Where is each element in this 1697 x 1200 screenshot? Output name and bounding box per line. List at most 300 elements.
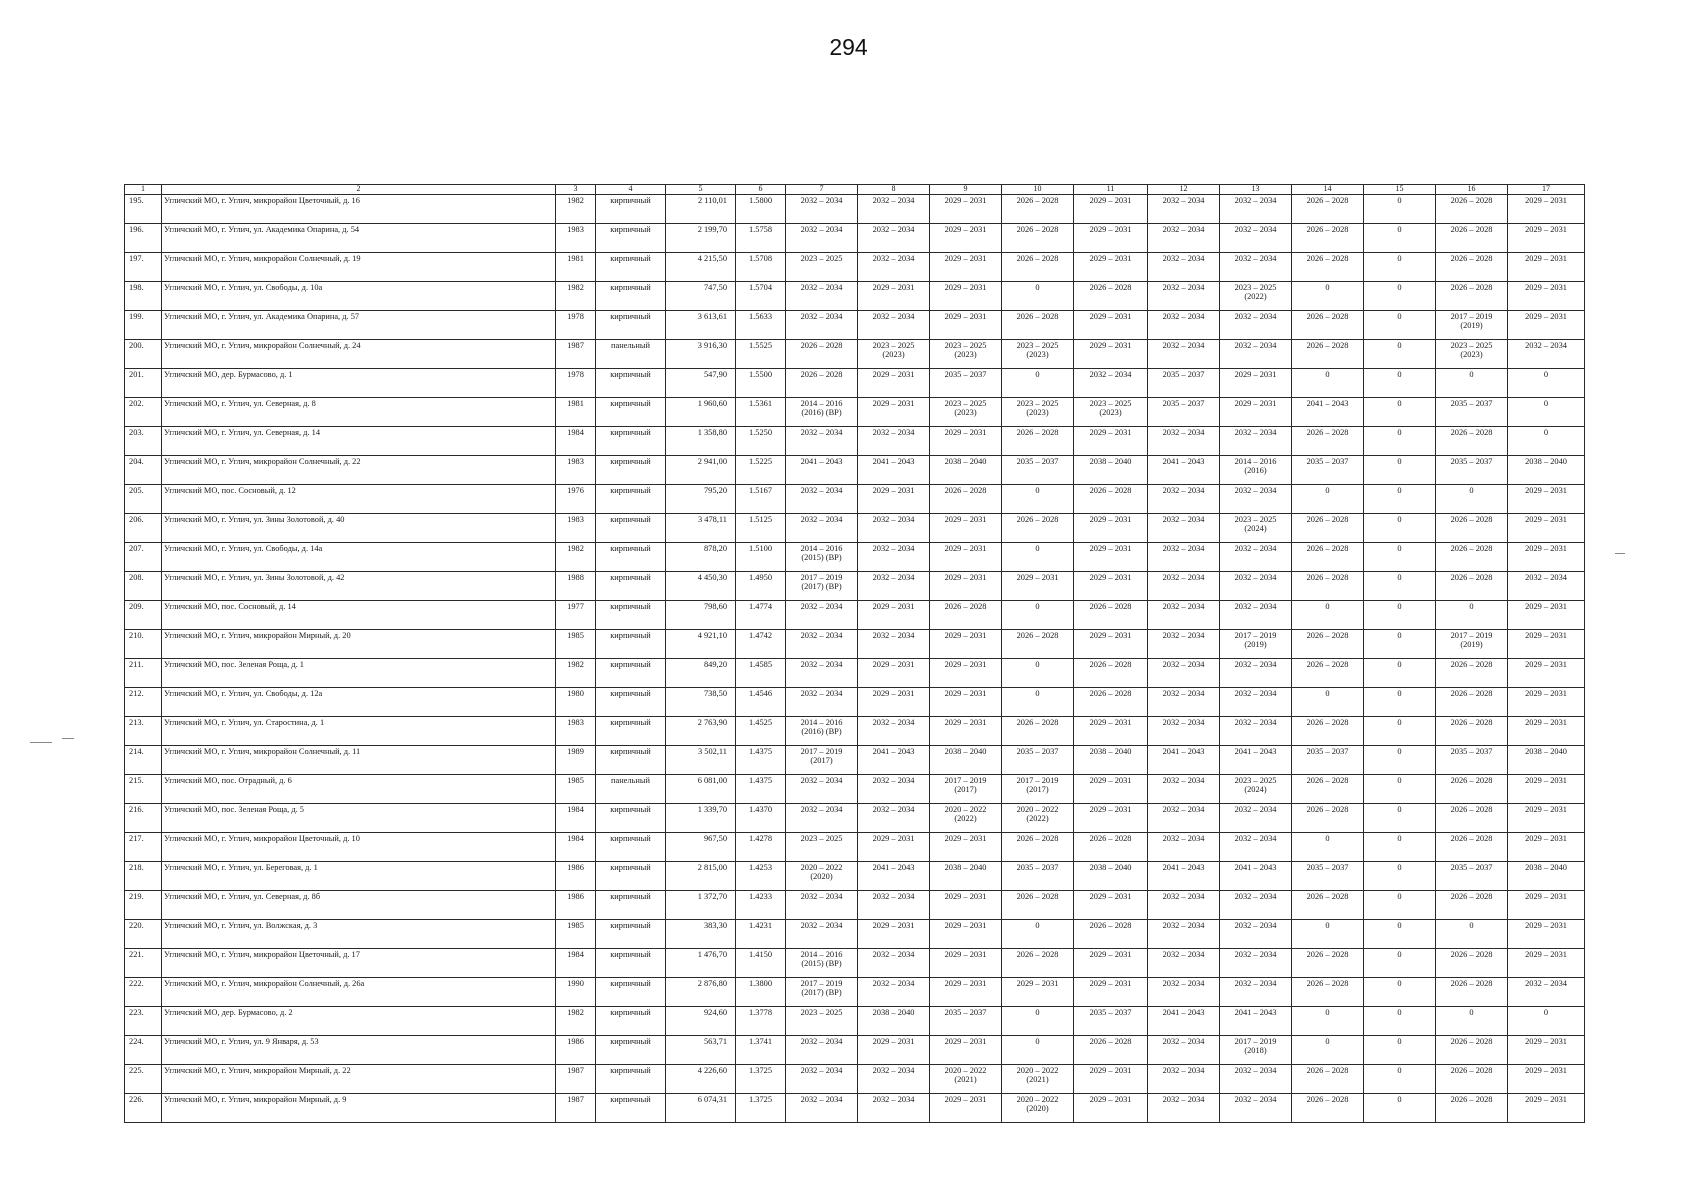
cell-c10: 2026 – 2028 [1002, 717, 1074, 746]
cell-c9: 2029 – 2031 [930, 891, 1002, 920]
cell-c11: 2029 – 2031 [1074, 1094, 1148, 1123]
cell-c11: 2026 – 2028 [1074, 688, 1148, 717]
cell-c8: 2041 – 2043 [858, 746, 930, 775]
cell-num: 197. [125, 253, 162, 282]
cell-num: 220. [125, 920, 162, 949]
cell-year: 1982 [556, 1007, 596, 1036]
cell-c9: 2029 – 2031 [930, 1036, 1002, 1065]
cell-c8: 2029 – 2031 [858, 485, 930, 514]
cell-area: 563,71 [666, 1036, 736, 1065]
cell-material: кирпичный [596, 195, 666, 224]
table-row [125, 1065, 1585, 1094]
cell-coef: 1.4253 [736, 862, 786, 891]
cell-c10: 2029 – 2031 [1002, 978, 1074, 1007]
cell-c17: 2029 – 2031 [1508, 311, 1585, 340]
column-index-17: 17 [1508, 185, 1585, 195]
cell-c17: 2032 – 2034 [1508, 978, 1585, 1007]
cell-num: 226. [125, 1094, 162, 1123]
cell-c8: 2032 – 2034 [858, 804, 930, 833]
cell-c9: 2035 – 2037 [930, 1007, 1002, 1036]
cell-area: 2 941,00 [666, 456, 736, 485]
cell-c8: 2029 – 2031 [858, 601, 930, 630]
cell-c10: 0 [1002, 920, 1074, 949]
page-number: 294 [829, 34, 868, 60]
cell-material: кирпичный [596, 862, 666, 891]
cell-address: Угличский МО, г. Углич, микрорайон Мирный, д. 9 [162, 1094, 556, 1123]
cell-area: 6 074,31 [666, 1094, 736, 1123]
cell-c16: 0 [1436, 369, 1508, 398]
table-row [125, 891, 1585, 920]
cell-num: 202. [125, 398, 162, 427]
cell-c9: 2029 – 2031 [930, 224, 1002, 253]
cell-c11: 2029 – 2031 [1074, 340, 1148, 369]
cell-material: кирпичный [596, 543, 666, 572]
cell-c16: 0 [1436, 1007, 1508, 1036]
cell-c14: 2035 – 2037 [1292, 862, 1364, 891]
cell-material: панельный [596, 340, 666, 369]
cell-c9: 2029 – 2031 [930, 572, 1002, 601]
cell-c7: 2032 – 2034 [786, 427, 858, 456]
cell-c16: 2017 – 2019 (2019) [1436, 311, 1508, 340]
cell-c7: 2014 – 2016 (2015) (ВР) [786, 949, 858, 978]
cell-num: 208. [125, 572, 162, 601]
cell-c14: 0 [1292, 688, 1364, 717]
cell-c17: 2029 – 2031 [1508, 891, 1585, 920]
cell-c12: 2032 – 2034 [1148, 282, 1220, 311]
cell-c16: 0 [1436, 920, 1508, 949]
cell-year: 1984 [556, 804, 596, 833]
cell-num: 224. [125, 1036, 162, 1065]
cell-c13: 2023 – 2025 (2024) [1220, 514, 1292, 543]
cell-coef: 1.4370 [736, 804, 786, 833]
cell-c9: 2029 – 2031 [930, 195, 1002, 224]
scan-mark [62, 738, 74, 739]
cell-area: 738,50 [666, 688, 736, 717]
cell-c13: 2032 – 2034 [1220, 804, 1292, 833]
cell-c9: 2038 – 2040 [930, 456, 1002, 485]
cell-c12: 2032 – 2034 [1148, 804, 1220, 833]
cell-area: 849,20 [666, 659, 736, 688]
cell-area: 795,20 [666, 485, 736, 514]
cell-c8: 2032 – 2034 [858, 311, 930, 340]
cell-c15: 0 [1364, 1007, 1436, 1036]
cell-c15: 0 [1364, 572, 1436, 601]
column-index-5: 5 [666, 185, 736, 195]
cell-c14: 2026 – 2028 [1292, 1065, 1364, 1094]
cell-c13: 2029 – 2031 [1220, 398, 1292, 427]
cell-address: Угличский МО, г. Углич, микрорайон Солнечный, д. 19 [162, 253, 556, 282]
cell-c14: 2026 – 2028 [1292, 340, 1364, 369]
cell-c11: 2026 – 2028 [1074, 601, 1148, 630]
table-row [125, 398, 1585, 427]
cell-num: 196. [125, 224, 162, 253]
cell-c7: 2032 – 2034 [786, 311, 858, 340]
table-row [125, 572, 1585, 601]
cell-c15: 0 [1364, 369, 1436, 398]
cell-c8: 2029 – 2031 [858, 398, 930, 427]
cell-address: Угличский МО, г. Углич, микрорайон Солнечный, д. 22 [162, 456, 556, 485]
table-row [125, 427, 1585, 456]
cell-c10: 0 [1002, 688, 1074, 717]
cell-num: 203. [125, 427, 162, 456]
cell-c8: 2029 – 2031 [858, 282, 930, 311]
cell-material: кирпичный [596, 804, 666, 833]
cell-area: 3 478,11 [666, 514, 736, 543]
cell-year: 1987 [556, 1065, 596, 1094]
cell-c7: 2032 – 2034 [786, 659, 858, 688]
cell-c12: 2032 – 2034 [1148, 311, 1220, 340]
cell-address: Угличский МО, пос. Зеленая Роща, д. 5 [162, 804, 556, 833]
cell-c9: 2023 – 2025 (2023) [930, 398, 1002, 427]
cell-c7: 2014 – 2016 (2015) (ВР) [786, 543, 858, 572]
cell-c11: 2029 – 2031 [1074, 804, 1148, 833]
cell-c12: 2032 – 2034 [1148, 340, 1220, 369]
cell-c16: 2023 – 2025 (2023) [1436, 340, 1508, 369]
cell-material: кирпичный [596, 630, 666, 659]
cell-c16: 2026 – 2028 [1436, 514, 1508, 543]
cell-c11: 2029 – 2031 [1074, 543, 1148, 572]
cell-c7: 2017 – 2019 (2017) (ВР) [786, 572, 858, 601]
cell-area: 2 199,70 [666, 224, 736, 253]
cell-c7: 2014 – 2016 (2016) (ВР) [786, 398, 858, 427]
cell-c10: 2035 – 2037 [1002, 746, 1074, 775]
cell-c11: 2029 – 2031 [1074, 978, 1148, 1007]
cell-year: 1984 [556, 427, 596, 456]
cell-c13: 2029 – 2031 [1220, 369, 1292, 398]
cell-c17: 2029 – 2031 [1508, 601, 1585, 630]
cell-coef: 1.3800 [736, 978, 786, 1007]
table-row [125, 1036, 1585, 1065]
cell-c14: 0 [1292, 369, 1364, 398]
cell-num: 204. [125, 456, 162, 485]
cell-c7: 2023 – 2025 [786, 1007, 858, 1036]
table-row [125, 804, 1585, 833]
cell-material: кирпичный [596, 978, 666, 1007]
cell-c17: 2029 – 2031 [1508, 717, 1585, 746]
cell-address: Угличский МО, г. Углич, микрорайон Солнечный, д. 26а [162, 978, 556, 1007]
cell-c9: 2038 – 2040 [930, 746, 1002, 775]
cell-address: Угличский МО, пос. Сосновый, д. 14 [162, 601, 556, 630]
cell-area: 2 110,01 [666, 195, 736, 224]
table-row [125, 224, 1585, 253]
cell-year: 1984 [556, 833, 596, 862]
cell-address: Угличский МО, г. Углич, ул. Академика Опарина, д. 57 [162, 311, 556, 340]
cell-c15: 0 [1364, 862, 1436, 891]
cell-material: кирпичный [596, 1094, 666, 1123]
cell-material: кирпичный [596, 949, 666, 978]
cell-c14: 2035 – 2037 [1292, 456, 1364, 485]
column-index-14: 14 [1292, 185, 1364, 195]
cell-c7: 2032 – 2034 [786, 485, 858, 514]
data-table [124, 184, 1585, 1123]
cell-address: Угличский МО, г. Углич, ул. 9 Января, д. 53 [162, 1036, 556, 1065]
cell-c15: 0 [1364, 485, 1436, 514]
scan-mark [30, 742, 52, 743]
cell-c17: 2029 – 2031 [1508, 804, 1585, 833]
cell-c15: 0 [1364, 253, 1436, 282]
cell-c15: 0 [1364, 804, 1436, 833]
cell-coef: 1.5250 [736, 427, 786, 456]
cell-coef: 1.5500 [736, 369, 786, 398]
cell-year: 1983 [556, 224, 596, 253]
cell-c11: 2026 – 2028 [1074, 659, 1148, 688]
cell-c14: 2035 – 2037 [1292, 746, 1364, 775]
table-row [125, 369, 1585, 398]
cell-c9: 2029 – 2031 [930, 253, 1002, 282]
cell-c12: 2041 – 2043 [1148, 1007, 1220, 1036]
cell-c8: 2032 – 2034 [858, 427, 930, 456]
cell-c12: 2032 – 2034 [1148, 1036, 1220, 1065]
cell-c8: 2032 – 2034 [858, 1065, 930, 1094]
cell-c14: 0 [1292, 1007, 1364, 1036]
cell-c7: 2032 – 2034 [786, 282, 858, 311]
cell-c16: 2026 – 2028 [1436, 949, 1508, 978]
column-index-9: 9 [930, 185, 1002, 195]
column-index-4: 4 [596, 185, 666, 195]
cell-c7: 2017 – 2019 (2017) (ВР) [786, 978, 858, 1007]
cell-material: кирпичный [596, 369, 666, 398]
table-row [125, 688, 1585, 717]
cell-c10: 2026 – 2028 [1002, 427, 1074, 456]
cell-coef: 1.3725 [736, 1094, 786, 1123]
cell-c17: 2029 – 2031 [1508, 543, 1585, 572]
cell-c15: 0 [1364, 456, 1436, 485]
cell-c7: 2032 – 2034 [786, 1036, 858, 1065]
cell-c8: 2032 – 2034 [858, 717, 930, 746]
cell-num: 206. [125, 514, 162, 543]
cell-year: 1985 [556, 775, 596, 804]
cell-address: Угличский МО, дер. Бурмасово, д. 1 [162, 369, 556, 398]
repair-schedule-table [124, 184, 1584, 1123]
cell-c15: 0 [1364, 949, 1436, 978]
cell-c16: 2026 – 2028 [1436, 1036, 1508, 1065]
cell-coef: 1.5167 [736, 485, 786, 514]
cell-year: 1984 [556, 949, 596, 978]
cell-c12: 2032 – 2034 [1148, 920, 1220, 949]
cell-c9: 2029 – 2031 [930, 311, 1002, 340]
cell-c8: 2029 – 2031 [858, 920, 930, 949]
cell-num: 201. [125, 369, 162, 398]
cell-c14: 0 [1292, 601, 1364, 630]
cell-c15: 0 [1364, 920, 1436, 949]
cell-address: Угличский МО, дер. Бурмасово, д. 2 [162, 1007, 556, 1036]
cell-c14: 2026 – 2028 [1292, 253, 1364, 282]
cell-address: Угличский МО, г. Углич, ул. Северная, д. 14 [162, 427, 556, 456]
cell-c16: 2035 – 2037 [1436, 456, 1508, 485]
cell-c9: 2026 – 2028 [930, 601, 1002, 630]
cell-address: Угличский МО, г. Углич, микрорайон Солнечный, д. 24 [162, 340, 556, 369]
cell-num: 214. [125, 746, 162, 775]
cell-num: 219. [125, 891, 162, 920]
cell-c15: 0 [1364, 688, 1436, 717]
column-index-13: 13 [1220, 185, 1292, 195]
cell-c10: 2017 – 2019 (2017) [1002, 775, 1074, 804]
cell-c8: 2032 – 2034 [858, 543, 930, 572]
cell-c7: 2032 – 2034 [786, 920, 858, 949]
cell-area: 1 960,60 [666, 398, 736, 427]
cell-c7: 2032 – 2034 [786, 1065, 858, 1094]
cell-c9: 2029 – 2031 [930, 427, 1002, 456]
cell-c10: 0 [1002, 282, 1074, 311]
cell-c16: 2026 – 2028 [1436, 1094, 1508, 1123]
cell-num: 210. [125, 630, 162, 659]
cell-c11: 2029 – 2031 [1074, 311, 1148, 340]
cell-c8: 2029 – 2031 [858, 369, 930, 398]
cell-c14: 0 [1292, 282, 1364, 311]
cell-c14: 0 [1292, 485, 1364, 514]
cell-coef: 1.3741 [736, 1036, 786, 1065]
cell-coef: 1.5525 [736, 340, 786, 369]
cell-c10: 0 [1002, 659, 1074, 688]
cell-coef: 1.3725 [736, 1065, 786, 1094]
cell-c9: 2029 – 2031 [930, 282, 1002, 311]
cell-c17: 2029 – 2031 [1508, 688, 1585, 717]
cell-coef: 1.4742 [736, 630, 786, 659]
cell-address: Угличский МО, пос. Зеленая Роща, д. 1 [162, 659, 556, 688]
cell-c17: 2029 – 2031 [1508, 514, 1585, 543]
cell-c13: 2032 – 2034 [1220, 195, 1292, 224]
cell-coef: 1.4525 [736, 717, 786, 746]
cell-address: Угличский МО, г. Углич, ул. Свободы, д. 12а [162, 688, 556, 717]
cell-c16: 2026 – 2028 [1436, 427, 1508, 456]
cell-c10: 2026 – 2028 [1002, 311, 1074, 340]
cell-year: 1981 [556, 398, 596, 427]
cell-c17: 2032 – 2034 [1508, 340, 1585, 369]
cell-c12: 2032 – 2034 [1148, 949, 1220, 978]
cell-c7: 2032 – 2034 [786, 195, 858, 224]
cell-year: 1987 [556, 1094, 596, 1123]
cell-year: 1989 [556, 746, 596, 775]
table-row [125, 456, 1585, 485]
cell-c10: 2020 – 2022 (2022) [1002, 804, 1074, 833]
cell-c15: 0 [1364, 601, 1436, 630]
cell-area: 4 450,30 [666, 572, 736, 601]
cell-c9: 2029 – 2031 [930, 543, 1002, 572]
cell-c17: 2032 – 2034 [1508, 572, 1585, 601]
cell-coef: 1.5100 [736, 543, 786, 572]
column-index-6: 6 [736, 185, 786, 195]
cell-c10: 2026 – 2028 [1002, 253, 1074, 282]
cell-c14: 2041 – 2043 [1292, 398, 1364, 427]
cell-coef: 1.4375 [736, 775, 786, 804]
cell-c15: 0 [1364, 659, 1436, 688]
cell-c13: 2017 – 2019 (2018) [1220, 1036, 1292, 1065]
cell-area: 798,60 [666, 601, 736, 630]
cell-c10: 0 [1002, 1007, 1074, 1036]
cell-num: 205. [125, 485, 162, 514]
cell-year: 1990 [556, 978, 596, 1007]
cell-c16: 2026 – 2028 [1436, 1065, 1508, 1094]
cell-area: 1 358,80 [666, 427, 736, 456]
cell-c13: 2032 – 2034 [1220, 485, 1292, 514]
cell-c9: 2020 – 2022 (2021) [930, 1065, 1002, 1094]
cell-material: кирпичный [596, 601, 666, 630]
cell-c8: 2032 – 2034 [858, 630, 930, 659]
cell-c10: 0 [1002, 1036, 1074, 1065]
table-row [125, 630, 1585, 659]
table-row [125, 833, 1585, 862]
cell-area: 547,90 [666, 369, 736, 398]
table-row [125, 340, 1585, 369]
cell-c14: 2026 – 2028 [1292, 775, 1364, 804]
cell-year: 1983 [556, 514, 596, 543]
cell-c8: 2029 – 2031 [858, 833, 930, 862]
cell-c7: 2032 – 2034 [786, 891, 858, 920]
cell-c14: 2026 – 2028 [1292, 572, 1364, 601]
cell-c12: 2032 – 2034 [1148, 195, 1220, 224]
cell-c12: 2032 – 2034 [1148, 688, 1220, 717]
cell-c10: 2023 – 2025 (2023) [1002, 398, 1074, 427]
cell-c8: 2032 – 2034 [858, 978, 930, 1007]
cell-c13: 2032 – 2034 [1220, 224, 1292, 253]
cell-year: 1982 [556, 195, 596, 224]
cell-c16: 2026 – 2028 [1436, 282, 1508, 311]
cell-c16: 2026 – 2028 [1436, 224, 1508, 253]
cell-c7: 2026 – 2028 [786, 340, 858, 369]
table-row [125, 862, 1585, 891]
cell-year: 1982 [556, 659, 596, 688]
cell-c11: 2035 – 2037 [1074, 1007, 1148, 1036]
cell-address: Угличский МО, г. Углич, микрорайон Мирный, д. 20 [162, 630, 556, 659]
cell-c9: 2029 – 2031 [930, 514, 1002, 543]
cell-c13: 2032 – 2034 [1220, 978, 1292, 1007]
cell-c17: 0 [1508, 427, 1585, 456]
cell-c13: 2032 – 2034 [1220, 920, 1292, 949]
cell-num: 218. [125, 862, 162, 891]
cell-area: 3 613,61 [666, 311, 736, 340]
table-row [125, 514, 1585, 543]
cell-c8: 2032 – 2034 [858, 514, 930, 543]
cell-num: 209. [125, 601, 162, 630]
cell-c7: 2026 – 2028 [786, 369, 858, 398]
cell-address: Угличский МО, г. Углич, ул. Северная, д. 8 [162, 398, 556, 427]
cell-area: 747,50 [666, 282, 736, 311]
cell-area: 3 916,30 [666, 340, 736, 369]
cell-c13: 2032 – 2034 [1220, 543, 1292, 572]
cell-area: 4 921,10 [666, 630, 736, 659]
cell-address: Угличский МО, г. Углич, ул. Зины Золотовой, д. 40 [162, 514, 556, 543]
cell-coef: 1.5225 [736, 456, 786, 485]
cell-c16: 2026 – 2028 [1436, 253, 1508, 282]
cell-c16: 2026 – 2028 [1436, 572, 1508, 601]
cell-num: 216. [125, 804, 162, 833]
cell-year: 1985 [556, 920, 596, 949]
cell-c10: 0 [1002, 601, 1074, 630]
cell-c11: 2029 – 2031 [1074, 949, 1148, 978]
cell-c16: 2026 – 2028 [1436, 659, 1508, 688]
cell-c15: 0 [1364, 224, 1436, 253]
table-row [125, 775, 1585, 804]
cell-c14: 2026 – 2028 [1292, 630, 1364, 659]
cell-c17: 2029 – 2031 [1508, 224, 1585, 253]
cell-address: Угличский МО, г. Углич, микрорайон Цветочный, д. 16 [162, 195, 556, 224]
cell-c11: 2026 – 2028 [1074, 920, 1148, 949]
cell-c16: 2026 – 2028 [1436, 891, 1508, 920]
cell-c12: 2041 – 2043 [1148, 862, 1220, 891]
cell-coef: 1.4150 [736, 949, 786, 978]
cell-c10: 2020 – 2022 (2021) [1002, 1065, 1074, 1094]
cell-num: 223. [125, 1007, 162, 1036]
cell-num: 207. [125, 543, 162, 572]
cell-c17: 2038 – 2040 [1508, 456, 1585, 485]
cell-c12: 2032 – 2034 [1148, 485, 1220, 514]
cell-year: 1983 [556, 456, 596, 485]
cell-c15: 0 [1364, 775, 1436, 804]
cell-num: 221. [125, 949, 162, 978]
cell-c17: 2029 – 2031 [1508, 282, 1585, 311]
cell-c12: 2032 – 2034 [1148, 427, 1220, 456]
cell-c9: 2029 – 2031 [930, 920, 1002, 949]
